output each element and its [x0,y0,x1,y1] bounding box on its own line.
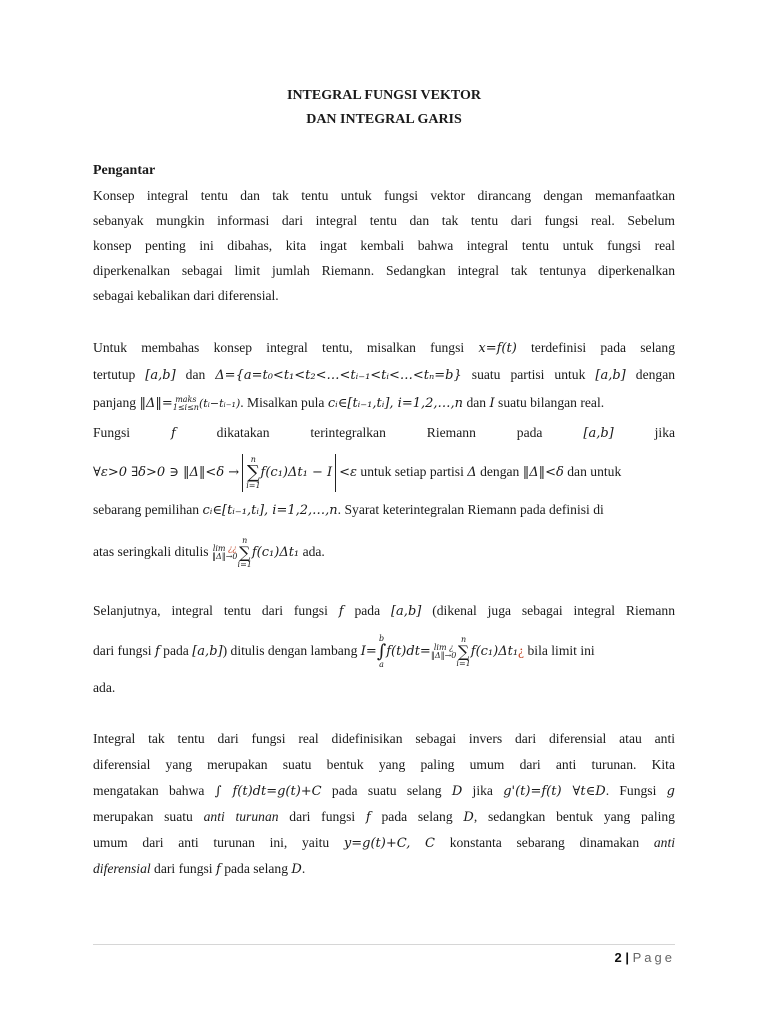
math-condition-a: ∀ε>0 ∃δ>0 ∋ ‖Δ‖<δ → [93,465,240,480]
math-f: f [154,644,160,659]
math-x-eq-ft: x=f(t) [478,341,517,356]
p4-line-2: diferensial yang merupakan suatu bentuk yang paling umum dari anti turunan. Kita [93,757,675,772]
abs-bar-left [242,454,243,492]
p4-text: . Fungsi [605,783,657,798]
math-C: C [425,836,435,851]
p2-line-3 [93,395,675,412]
math-integral-stack [377,635,386,669]
p2-text: dikatakan [216,425,270,440]
p2-text: Riemann [426,425,476,440]
math-sum-top: n [250,454,256,464]
math-y-eq: y=g(t)+C, [343,836,411,851]
p2-line-1 [93,340,675,356]
document-title-line-2: DAN INTEGRAL GARIS [306,112,462,127]
math-int-tail: ¿ [518,643,525,658]
document-title-line-1: INTEGRAL FUNGSI VEKTOR [287,88,481,103]
p3-text: Selanjutnya, integral tentu dari fungsi [93,603,328,618]
math-maks-range: 1≤i≤n [172,402,199,412]
p3-text: ) ditulis dengan lambang [222,643,358,658]
math-interval: [a,b] [595,368,626,383]
math-maks-stack [173,396,199,412]
math-D: D [451,784,463,799]
p2-text: tertutup [93,367,136,382]
p3-text: bila limit ini [527,643,595,658]
p2-text: Untuk membahas konsep integral tentu, misalkan fungsi [93,340,465,355]
math-interval: [a,b] [145,368,176,383]
p2-text: terdefinisi pada selang [531,340,675,355]
p2-line-6 [93,502,675,518]
abs-bar-right [335,454,336,492]
p2-text: suatu bilangan real. [498,395,605,410]
p4-text: mengatakan bahwa [93,783,205,798]
math-lim-stack [212,545,238,561]
p1-line-4: diperkenalkan sebagai limit jumlah Riemann. Sedangkan integral tak tentunya diperkenalkan [93,263,675,278]
p4-line-4 [93,809,675,825]
math-lim-body-2: f(c₁)Δt₁ [470,644,519,659]
math-g: g [666,784,675,799]
math-int-lhs: I= [360,644,377,659]
math-f: f [170,426,176,441]
p4-text-italic: anti [653,835,675,850]
p2-line-5 [93,450,675,494]
p2-text: . Misalkan pula [240,395,325,410]
math-f: f [365,810,371,825]
p2-text: dan untuk [567,464,622,479]
math-antiderivative: ∫ f(t)dt=g(t)+C [214,784,322,799]
p3-line-2 [93,628,675,674]
math-f: f [215,862,221,877]
p4-text-italic: diferensial [93,861,151,876]
p4-line-6: diferensial dari fungsi f pada selang D. [93,861,306,877]
p2-text: jika [654,425,676,440]
math-sum-stack [246,456,260,490]
math-lim-stack-2 [431,644,457,660]
p2-text: suatu partisi untuk [471,367,586,382]
math-gprime: g'(t)=f(t) ∀t∈D [503,784,606,799]
math-maks: maks [175,394,197,404]
math-sum-bot-3: i=1 [456,658,471,668]
math-sum-body: f(c₁)Δt₁ − I [260,465,333,480]
p4-line-3 [93,783,675,799]
math-lim: lim [433,642,447,652]
footer-divider [93,944,675,945]
math-lim-sub-2: ‖Δ‖→0 [430,650,457,660]
p4-text: konstanta sebarang dinamakan [449,835,640,850]
math-norm-lt-delta: ‖Δ‖<δ [522,465,564,480]
p4-line-5 [93,835,675,851]
math-int-bot: a [379,659,384,669]
page-footer [615,950,676,965]
p2-text: dan [466,395,487,410]
p2-line-2 [93,367,675,383]
math-sum-bot: i=1 [246,480,261,490]
p4-text: pada selang [224,861,288,876]
p3-text: (dikenal juga sebagai integral Riemann [432,603,675,618]
math-I: I [489,396,495,411]
p4-text: pada suatu selang [331,783,442,798]
math-sum-stack-2 [238,537,252,569]
p2-text: ada. [302,544,325,559]
p4-text: umum dari anti turunan ini, yaitu [93,835,330,850]
math-int-top: b [378,633,385,643]
page-number: 2 [614,950,622,965]
math-condition-b: <ε [339,465,357,480]
math-sum-stack-3 [456,636,470,668]
p1-line-1: Konsep integral tentu dan tak tentu untuk fungsi vektor dirancang dengan memanfaatkan [93,188,675,203]
math-delta: Δ [467,465,477,480]
math-ci-in-2: cᵢ∈[tᵢ₋₁,tᵢ], i=1,2,…,n [202,503,338,518]
math-partition: Δ={a=t₀<t₁<t₂<…<tᵢ₋₁<tᵢ<…<tₙ=b} [215,368,462,383]
p4-text-italic: anti turunan [203,809,279,824]
math-sum-bot-2: i=1 [237,559,252,569]
p1-line-2: sebanyak mungkin informasi dari integral tentu dan tak tentu dari fungsi real. Sebelum [93,213,675,228]
math-interval: [a,b] [583,426,614,441]
p3-text: pada [163,643,189,658]
p2-text: dan [185,367,206,382]
section-heading: Pengantar [93,163,156,178]
math-norm-rhs: (tᵢ−tᵢ₋₁) [198,397,241,410]
p2-text: . Syarat keterintegralan Riemann pada definisi di [337,502,604,517]
p2-text: pada [516,425,543,440]
p2-text: sebarang pemilihan [93,502,200,517]
p2-text: dengan [480,464,520,479]
sigma-icon: ∑ [238,542,251,562]
p4-text: pada selang [381,809,453,824]
math-sum-top-2: n [242,535,248,545]
math-lim-mark-2: ¿ [449,642,454,652]
p2-text: terintegralkan [310,425,386,440]
footer-separator: | [625,950,629,965]
p1-line-5: sebagai kebalikan dari diferensial. [93,288,279,303]
math-lim: lim [212,543,226,553]
p3-text: pada [354,603,381,618]
sigma-icon: ∑ [457,641,470,661]
p2-text: dengan [635,367,676,382]
sigma-icon: ∑ [246,461,260,483]
math-norm-lhs: ‖Δ‖= [139,396,173,411]
p4-text: merupakan suatu [93,809,193,824]
p2-line-4 [93,425,675,441]
math-D: D [291,862,302,877]
math-sum-top-3: n [461,634,467,644]
math-lim-body: f(c₁)Δt₁ [251,545,300,560]
math-ci-in: cᵢ∈[tᵢ₋₁,tᵢ], i=1,2,…,n [327,396,464,411]
math-interval: [a,b] [390,604,422,619]
math-int-body: f(t)dt= [386,644,431,659]
p3-text: dari fungsi [93,643,152,658]
p4-text: , sedangkan bentuk yang paling [473,809,675,824]
p1-line-3: konsep penting ini dibahas, kita ingat kembali bahwa integral tentu untuk fungsi real [93,238,675,253]
math-interval: [a,b] [192,644,223,659]
p4-text: jika [472,783,493,798]
integral-icon: ∫ [376,640,387,662]
p2-text: Fungsi [93,425,131,440]
math-f: f [338,604,344,619]
p2-text: atas seringkali ditulis [93,544,209,559]
math-lim-sub: ‖Δ‖→0 [211,551,238,561]
math-D: D [463,810,474,825]
math-lim-mark: ¿¿ [228,543,237,553]
p4-text: dari fungsi [289,809,356,824]
p2-text: untuk setiap partisi [360,464,464,479]
p3-line-1 [93,603,675,619]
p2-text: panjang [93,395,137,410]
p2-line-7 [93,532,675,572]
p4-line-1: Integral tak tentu dari fungsi real didefinisikan sebagai invers dari diferensial atau anti [93,731,675,746]
page-label: Page [632,950,675,965]
p4-text: dari fungsi [154,861,213,876]
p3-line-3: ada. [93,680,116,695]
